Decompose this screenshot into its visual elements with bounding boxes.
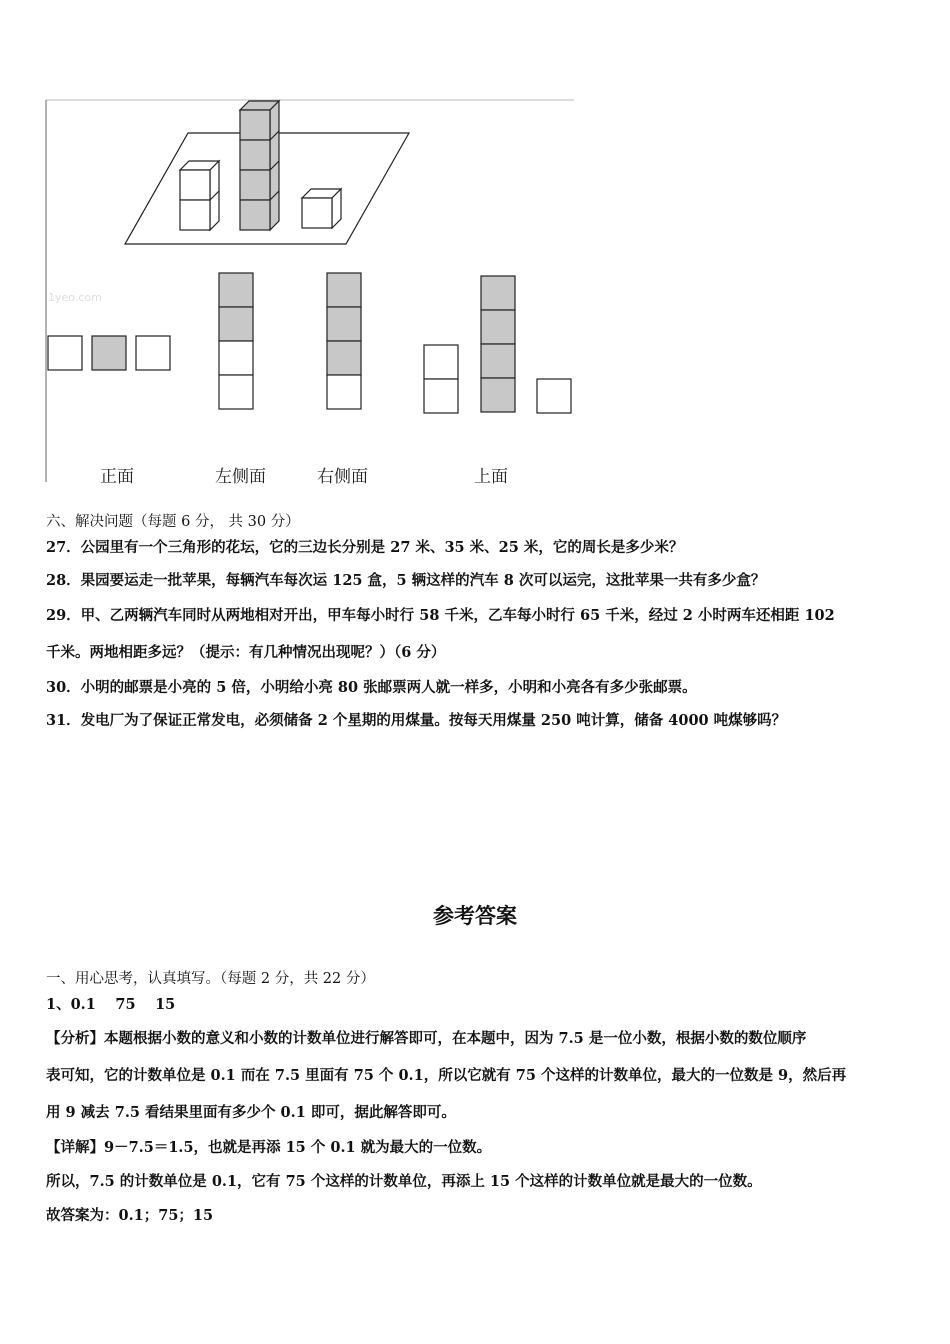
question-28: 28．果园要运走一批苹果，每辆汽车每次运 125 盒，5 辆这样的汽车 8 次可以运完，这批苹果一共有多少盒？ [46, 572, 766, 589]
top-view [424, 276, 571, 413]
question-31: 31．发电厂为了保证正常发电，必须储备 2 个星期的用煤量。按每天用煤量 250 吨计算，储备 4000 吨煤够吗？ [46, 712, 787, 729]
label-front-view: 正面 [100, 467, 134, 487]
analysis-line-3: 用 9 减去 7.5 看结果里面有多少个 0.1 即可，据此解答即可。 [46, 1104, 456, 1121]
answer-1: 1、0.1 75 15 [46, 996, 176, 1013]
detail-line: 【详解】9－7.5＝1.5，也就是再添 15 个 0.1 就为最大的一位数。 [46, 1139, 492, 1156]
final-answer-line: 故答案为：0.1；75；15 [46, 1207, 214, 1224]
answers-section1-heading: 一、用心思考，认真填写。（每题 2 分，共 22 分） [46, 971, 375, 987]
answers-title: 参考答案 [433, 904, 517, 928]
label-top-view: 上面 [474, 467, 508, 487]
single-cube [302, 189, 341, 228]
question-29-line1: 29．甲、乙两辆汽车同时从两地相对开出，甲车每小时行 58 千米，乙车每小时行 65 千米，经过 2 小时两车还相距 102 [46, 607, 835, 624]
label-right-side-view: 右侧面 [317, 467, 368, 487]
left-stack [180, 161, 219, 230]
question-29-line2: 千米。两地相距多远？（提示：有几种情况出现呢？）（6 分） [46, 644, 446, 661]
question-27: 27．公园里有一个三角形的花坛，它的三边长分别是 27 米、35 米、25 米，它的周长是多少米？ [46, 539, 684, 556]
cube-views-figure [44, 98, 576, 484]
right-side-view [327, 273, 361, 409]
tall-stack [240, 101, 279, 230]
conclusion-line: 所以，7.5 的计数单位是 0.1，它有 75 个这样的计数单位，再添上 15 个这样的计数单位就是最大的一位数。 [46, 1173, 762, 1190]
analysis-line-2: 表可知，它的计数单位是 0.1 而在 7.5 里面有 75 个 0.1，所以它就有 75 个这样的计数单位，最大的一位数是 9，然后再 [46, 1067, 847, 1084]
front-view [48, 336, 170, 370]
label-left-side-view: 左侧面 [215, 467, 266, 487]
watermark-text: 1yeo.com [48, 291, 102, 304]
section6-heading: 六、解决问题（每题 6 分， 共 30 分） [46, 514, 300, 530]
analysis-line-1: 【分析】本题根据小数的意义和小数的计数单位进行解答即可，在本题中，因为 7.5 是一位小数，根据小数的数位顺序 [46, 1030, 807, 1047]
cube-drawing [44, 98, 576, 484]
question-30: 30．小明的邮票是小亮的 5 倍，小明给小亮 80 张邮票两人就一样多，小明和小亮各有多少张邮票。 [46, 679, 697, 696]
left-side-view [219, 273, 253, 409]
